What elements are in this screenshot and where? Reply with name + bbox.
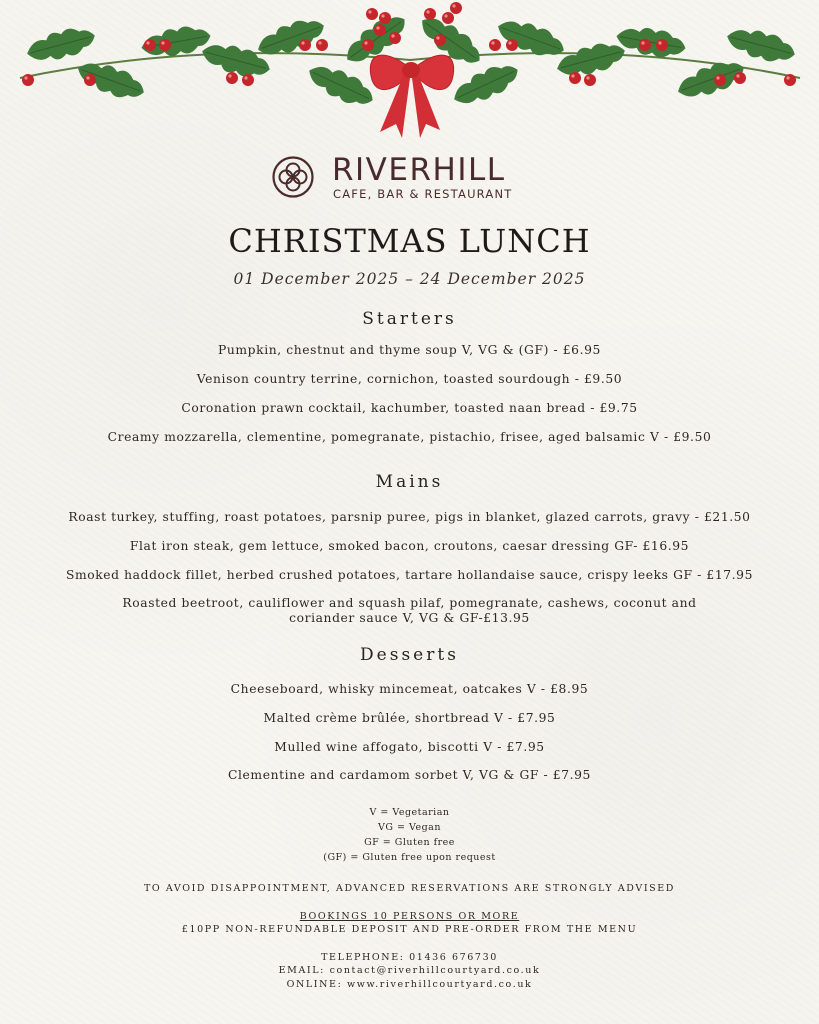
- holly-berry-icon: [362, 39, 374, 51]
- holly-berry-icon: [316, 39, 328, 51]
- holly-berry-icon: [714, 74, 726, 86]
- starter-item: Venison country terrine, cornichon, toasted sourdough - £9.50: [196, 372, 623, 386]
- holly-berry-icon: [442, 12, 454, 24]
- main-item: Flat iron steak, gem lettuce, smoked bacon, croutons, caesar dressing GF- £16.95: [129, 539, 690, 553]
- telephone: TELEPHONE: 01436 676730: [321, 952, 498, 963]
- key-vegan: VG = Vegan: [378, 822, 441, 833]
- main-item: Roast turkey, stuffing, roast potatoes, parsnip puree, pigs in blanket, glazed carrots, gravy - £21.50: [68, 510, 751, 524]
- key-gluten-free-request: (GF) = Gluten free upon request: [323, 852, 496, 863]
- main-item: Smoked haddock fillet, herbed crushed potatoes, tartare hollandaise sauce, crispy leeks GF - £17.95: [65, 568, 754, 582]
- holly-berry-icon: [734, 72, 746, 84]
- ribbon-bow-icon: [370, 55, 453, 138]
- email-link[interactable]: EMAIL: contact@riverhillcourtyard.co.uk: [278, 965, 541, 976]
- holly-berry-icon: [159, 39, 171, 51]
- holly-berry-icon: [379, 12, 391, 24]
- starter-item: Creamy mozzarella, clementine, pomegranate, pistachio, frisee, aged balsamic V - £9.50: [107, 430, 712, 444]
- dessert-item: Clementine and cardamom sorbet V, VG & GF - £7.95: [228, 768, 591, 782]
- holly-berry-icon: [22, 74, 34, 86]
- dessert-item: Cheeseboard, whisky mincemeat, oatcakes V - £8.95: [230, 682, 589, 696]
- starters-heading: Starters: [362, 309, 457, 329]
- holly-berry-icon: [242, 74, 254, 86]
- holly-berry-icon: [656, 39, 668, 51]
- holly-berry-icon: [784, 74, 796, 86]
- holly-berry-icon: [639, 39, 651, 51]
- key-vegetarian: V = Vegetarian: [369, 807, 450, 818]
- starter-item: Pumpkin, chestnut and thyme soup V, VG & (GF) - £6.95: [218, 343, 601, 357]
- key-gluten-free: GF = Gluten free: [364, 837, 455, 848]
- holly-berry-icon: [489, 39, 501, 51]
- holly-berry-icon: [144, 39, 156, 51]
- holly-berry-icon: [389, 32, 401, 44]
- holly-berry-icon: [374, 24, 386, 36]
- holly-berry-icon: [366, 8, 378, 20]
- holly-berry-icon: [434, 34, 446, 46]
- main-item-continued: coriander sauce V, VG & GF-£13.95: [289, 611, 530, 625]
- holly-garland-illustration: [0, 0, 819, 145]
- main-item: Roasted beetroot, cauliflower and squash pilaf, pomegranate, cashews, coconut and: [122, 596, 697, 610]
- riverhill-emblem-icon: [272, 156, 314, 198]
- holly-berry-icon: [584, 74, 596, 86]
- starter-item: Coronation prawn cocktail, kachumber, toasted naan bread - £9.75: [181, 401, 638, 415]
- brand-tagline: CAFE, BAR & RESTAURANT: [333, 187, 513, 201]
- holly-berry-icon: [450, 2, 462, 14]
- dessert-item: Mulled wine affogato, biscotti V - £7.95: [274, 740, 545, 754]
- mains-heading: Mains: [375, 472, 444, 492]
- menu-dates: 01 December 2025 – 24 December 2025: [233, 270, 586, 288]
- brand-logo: [272, 154, 552, 204]
- brand-name: RIVERHILL: [332, 152, 506, 188]
- dessert-item: Malted crème brûlée, shortbread V - £7.95: [263, 711, 556, 725]
- holly-berry-icon: [569, 72, 581, 84]
- website-link[interactable]: ONLINE: www.riverhillcourtyard.co.uk: [286, 979, 533, 990]
- menu-title: CHRISTMAS LUNCH: [228, 222, 591, 260]
- desserts-heading: Desserts: [360, 645, 459, 665]
- holly-berry-icon: [84, 74, 96, 86]
- reservations-notice: TO AVOID DISAPPOINTMENT, ADVANCED RESERVATIONS ARE STRONGLY ADVISED: [143, 883, 676, 894]
- holly-berry-icon: [424, 8, 436, 20]
- bookings-detail: £10PP NON-REFUNDABLE DEPOSIT AND PRE-ORDER FROM THE MENU: [181, 924, 638, 935]
- holly-berry-icon: [226, 72, 238, 84]
- holly-berry-icon: [299, 39, 311, 51]
- bookings-heading: BOOKINGS 10 PERSONS OR MORE: [299, 911, 520, 922]
- holly-berry-icon: [506, 39, 518, 51]
